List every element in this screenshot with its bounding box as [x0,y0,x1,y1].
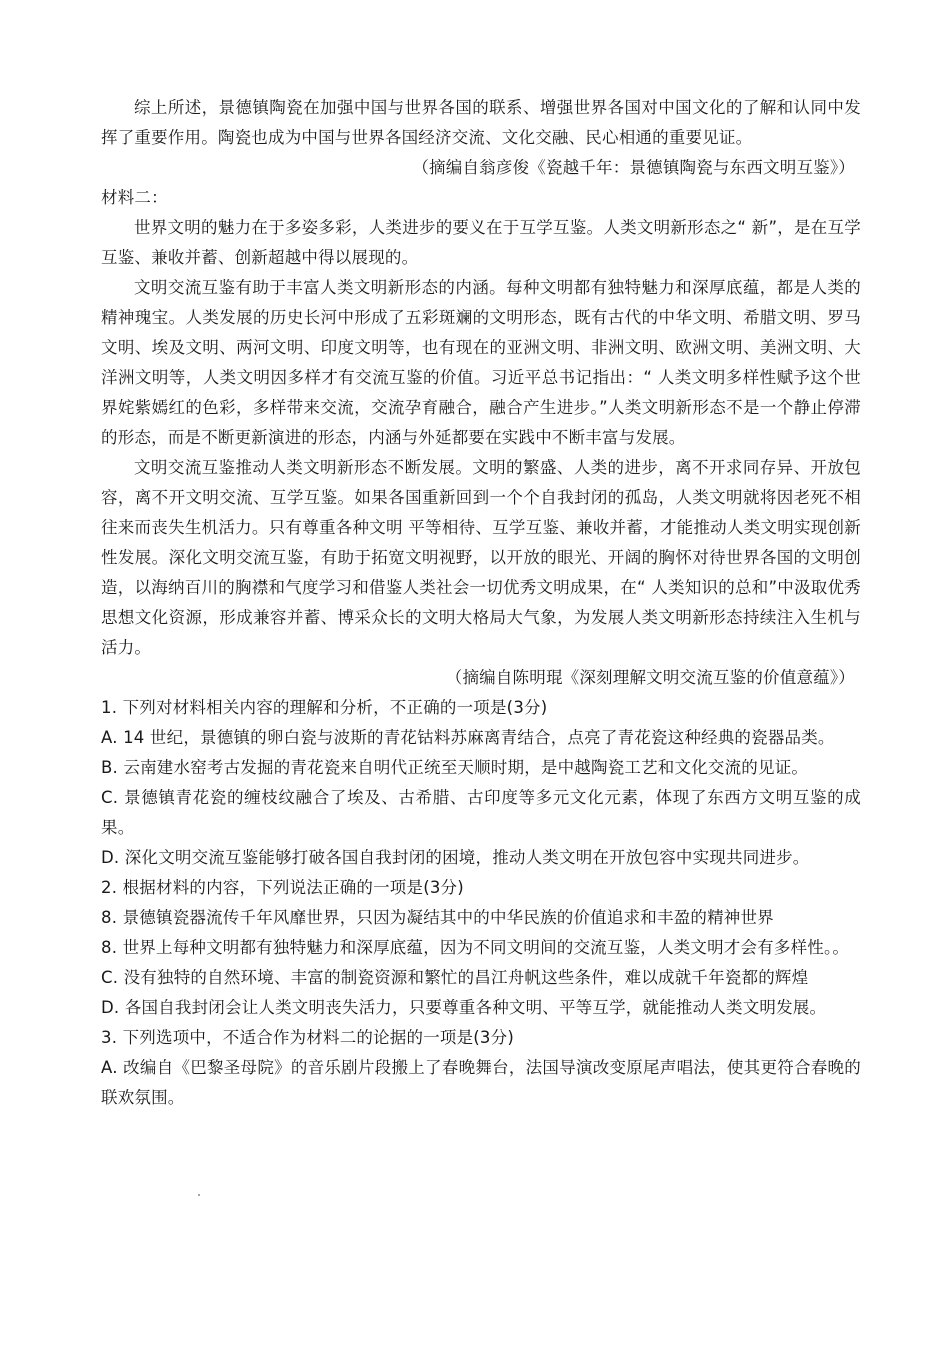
question-1-option-c: C. 景德镇青花瓷的缠枝纹融合了埃及、古希腊、古印度等多元文化元素，体现了东西方文明互鉴的成果。 [101,788,861,837]
question-1-option-d: D. 深化文明交流互鉴能够打破各国自我封闭的困境，推动人类文明在开放包容中实现共同进步。 [101,848,810,867]
scan-speck [198,1194,200,1196]
material-two-paragraph: 文明交流互鉴推动人类文明新形态不断发展。文明的繁盛、人类的进步，离不开求同存异、开放包容，离不开文明交流、互学互鉴。如果各国重新回到一个个自我封闭的孤岛，人类文明就将因老死不相往来而丧失生机活力。只有尊重各种文明 平等相待、互学互鉴、兼收并蓄，才能推动人类文明实现创新性发展。深化文明交流互鉴，有助于拓宽文明视野，以开放的眼光、开阔的胸怀对待世界各国的文明创造，以海纳百川的胸襟和气度学习和借鉴人类社会一切优秀文明成果，在“ 人类知识的总和”中汲取优秀思想文化资源，形成兼容并蓄、博采众长的文明大格局大气象，为发展人类文明新形态持续注入生机与活力。 [101,458,861,657]
material-two-paragraph: 文明交流互鉴有助于丰富人类文明新形态的内涵。每种文明都有独特魅力和深厚底蕴，都是人类的精神瑰宝。人类发展的历史长河中形成了五彩斑斓的文明形态，既有古代的中华文明、希腊文明、罗马文明、埃及文明、两河文明、印度文明等，也有现在的亚洲文明、非洲文明、欧洲文明、美洲文明、大洋洲文明等，人类文明因多样才有交流互鉴的价值。习近平总书记指出：“ 人类文明多样性赋予这个世界姹紫嫣红的色彩，多样带来交流，交流孕育融合，融合产生进步。”人类文明新形态不是一个静止停滞的形态，而是不断更新演进的形态，内涵与外延都要在实践中不断丰富与发展。 [101,278,861,447]
material-two-paragraph: 世界文明的魅力在于多姿多彩，人类进步的要义在于互学互鉴。人类文明新形态之“ 新”，是在互学互鉴、兼收并蓄、创新超越中得以展现的。 [101,218,861,267]
question-1-stem: 1. 下列对材料相关内容的理解和分析，不正确的一项是(3分) [101,698,548,717]
question-2-option-a: 8. 景德镇瓷器流传千年风靡世界，只因为凝结其中的中华民族的价值追求和丰盈的精神世界 [101,908,774,927]
question-2-option-d: D. 各国自我封闭会让人类文明丧失活力，只要尊重各种文明、平等互学，就能推动人类文明发展。 [101,998,827,1017]
question-2-stem: 2. 根据材料的内容，下列说法正确的一项是(3分) [101,878,464,897]
question-1-option-a: A. 14 世纪，景德镇的卵白瓷与波斯的青花钴料苏麻离青结合，点亮了青花瓷这种经典的瓷器品类。 [101,728,835,747]
question-3-stem: 3. 下列选项中，不适合作为材料二的论据的一项是(3分) [101,1028,514,1047]
page-content [101,93,861,1113]
question-3-option-a: A. 改编自《巴黎圣母院》的音乐剧片段搬上了春晚舞台，法国导演改变原尾声唱法，使其更符合春晚的联欢氛围。 [101,1058,861,1107]
question-2-option-c: C. 没有独特的自然环境、丰富的制瓷资源和繁忙的昌江舟帆这些条件，难以成就千年瓷都的辉煌 [101,968,809,987]
material-one-source: （摘编自翁彦俊《瓷越千年：景德镇陶瓷与东西文明互鉴》） [412,158,855,177]
material-two-label: 材料二： [101,188,168,207]
material-two-source: （摘编自陈明琨《深刻理解文明交流互鉴的价值意蕴》） [445,668,855,687]
question-1-option-b: B. 云南建水窑考古发掘的青花瓷来自明代正统至天顺时期，是中越陶瓷工艺和文化交流的见证。 [101,758,809,777]
question-2-option-b: 8. 世界上每种文明都有独特魅力和深厚底蕴，因为不同文明间的交流互鉴，人类文明才会有多样性。。 [101,938,850,957]
material-one-conclusion: 综上所述，景德镇陶瓷在加强中国与世界各国的联系、增强世界各国对中国文化的了解和认同中发挥了重要作用。陶瓷也成为中国与世界各国经济交流、文化交融、民心相通的重要见证。 [101,98,861,147]
